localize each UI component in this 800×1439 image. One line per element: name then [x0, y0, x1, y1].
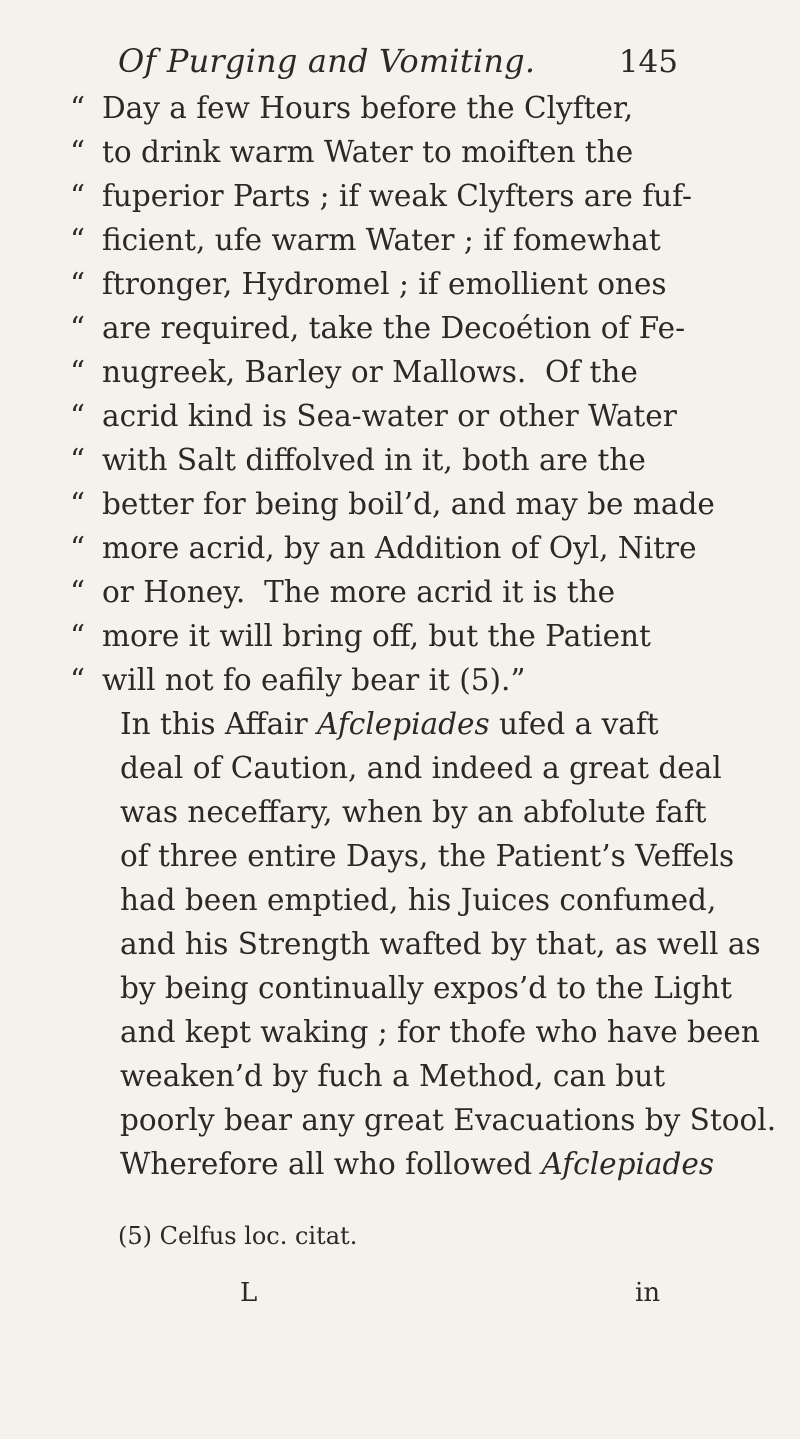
quote-mark: “ [70, 575, 86, 609]
quote-mark: “ [70, 179, 86, 213]
text-run: was neceffary, when by an abfolute faft [120, 795, 707, 829]
text-run: weaken’d by fuch a Method, can but [120, 1059, 666, 1093]
text-run: of three entire Days, the Patient’s Veffels [120, 839, 735, 873]
text-run: Wherefore all who followed [120, 1147, 542, 1181]
body-text [70, 86, 777, 1186]
text-run: better for being boil’d, and may be made [102, 487, 715, 521]
quote-mark: “ [70, 487, 86, 521]
text-line [70, 570, 710, 614]
text-run: to drink warm Water to moiften the [102, 135, 634, 169]
text-line [70, 614, 710, 658]
page-header [118, 42, 678, 86]
quote-mark: “ [70, 223, 86, 257]
text-line [70, 526, 710, 570]
quote-mark: “ [70, 619, 86, 653]
text-run: acrid kind is Sea-water or other Water [102, 399, 677, 433]
text-line [70, 702, 710, 746]
text-line [70, 1142, 714, 1186]
text-line [70, 306, 710, 350]
text-line [70, 658, 710, 702]
text-run: ufed a vaft [489, 707, 659, 741]
quote-mark: “ [70, 267, 86, 301]
text-run: with Salt diffolved in it, both are the [102, 443, 646, 477]
catchword: in [635, 1278, 661, 1308]
text-line [70, 1010, 760, 1054]
text-line [70, 86, 710, 130]
text-line [70, 1098, 777, 1142]
text-line [70, 746, 722, 790]
quote-mark: “ [70, 91, 86, 125]
quote-mark: “ [70, 135, 86, 169]
text-run: will not fo eafily bear it (5).” [102, 663, 526, 697]
quote-mark: “ [70, 399, 86, 433]
text-line [70, 218, 710, 262]
text-line [70, 482, 715, 526]
quote-mark: “ [70, 443, 86, 477]
quote-mark: “ [70, 355, 86, 389]
text-line [70, 130, 710, 174]
text-run: ficient, ufe warm Water ; if fomewhat [102, 223, 661, 257]
text-run: fuperior Parts ; if weak Clyfters are fuf- [102, 179, 693, 213]
text-run: and his Strength wafted by that, as well as [120, 927, 761, 961]
text-line [70, 922, 761, 966]
text-line [70, 878, 717, 922]
text-line [70, 1054, 710, 1098]
text-run: more it will bring off, but the Patient [102, 619, 651, 653]
running-title: Of Purging and Vomiting. [118, 42, 536, 80]
text-run: ftronger, Hydromel ; if emollient ones [102, 267, 667, 301]
text-run: In this Affair [120, 707, 318, 741]
text-line [70, 834, 735, 878]
text-run: deal of Caution, and indeed a great deal [120, 751, 722, 785]
text-run: are required, take the Decoétion of Fe- [102, 311, 686, 345]
text-line [70, 790, 710, 834]
text-run: poorly bear any great Evacuations by Stool. [120, 1103, 777, 1137]
text-run: by being continually expos’d to the Light [120, 971, 732, 1005]
page-number: 145 [618, 44, 678, 80]
quote-mark: “ [70, 663, 86, 697]
text-run: and kept waking ; for thofe who have been [120, 1015, 760, 1049]
text-run: had been emptied, his Juices confumed, [120, 883, 717, 917]
text-line [70, 350, 710, 394]
signature-mark: L [240, 1278, 258, 1308]
quote-mark: “ [70, 531, 86, 565]
text-run: nugreek, Barley or Mallows. Of the [102, 355, 638, 389]
text-line [70, 438, 710, 482]
text-line [70, 394, 710, 438]
text-line [70, 262, 710, 306]
text-line [70, 174, 710, 218]
italic-name: Afclepiades [317, 707, 490, 741]
italic-name: Afclepiades [541, 1147, 714, 1181]
text-run: more acrid, by an Addition of Oyl, Nitre [102, 531, 697, 565]
text-run: or Honey. The more acrid it is the [102, 575, 616, 609]
quote-mark: “ [70, 311, 86, 345]
text-line [70, 966, 732, 1010]
text-run: Day a few Hours before the Clyfter, [102, 91, 634, 125]
footnote: (5) Celfus loc. citat. [118, 1222, 358, 1250]
